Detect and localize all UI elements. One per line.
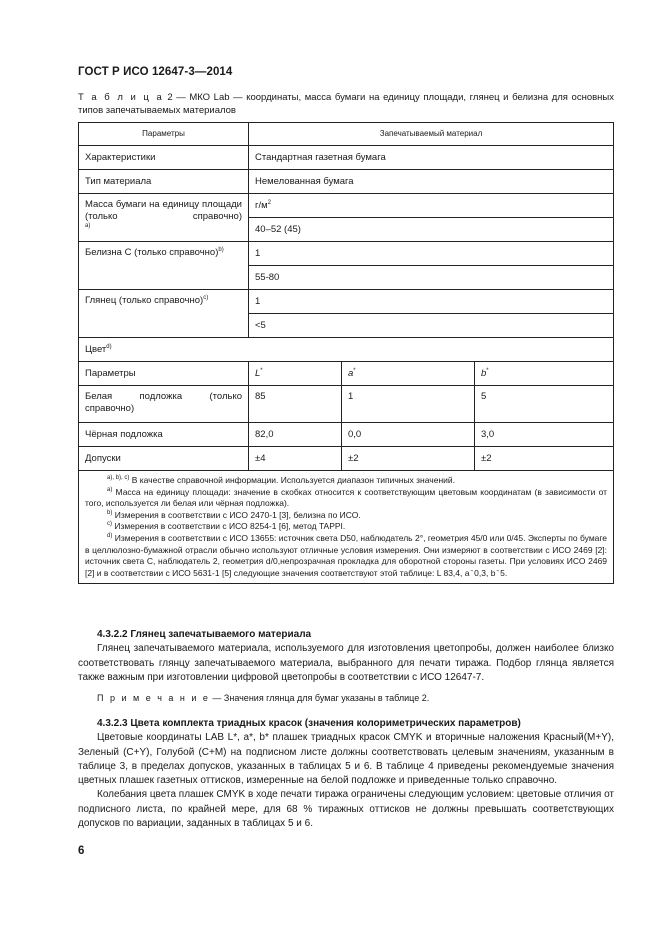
- white-substrate-text: Белая подложка (только справочно): [85, 391, 242, 414]
- row-type-value: Немелованная бумага: [249, 170, 614, 194]
- color-label-text: Цвет: [85, 343, 107, 355]
- section-heading: 4.3.2.2 Глянец запечатываемого материала: [97, 629, 312, 640]
- white-substrate-L: 85: [249, 386, 342, 423]
- row-gloss-label: [79, 290, 249, 338]
- gloss-sup: c): [203, 294, 209, 301]
- black-substrate-b: 3,0: [475, 423, 614, 447]
- black-substrate-a: 0,0: [342, 423, 475, 447]
- row-mass-label: [79, 194, 249, 242]
- section-note: [78, 691, 614, 705]
- table-2: [78, 122, 614, 584]
- footnote-b: [85, 510, 607, 522]
- table-caption: [78, 92, 614, 117]
- row-params-label: Параметры: [79, 362, 249, 386]
- row-gloss-unit: 1: [249, 290, 614, 314]
- footnote-d-sup: d): [107, 533, 113, 540]
- mass-sup: a): [85, 222, 91, 229]
- col-a-star: *: [353, 367, 356, 374]
- footnote-d: [85, 533, 607, 579]
- col-a-text: a: [348, 367, 354, 379]
- section-paragraph-1: Цветовые координаты LAB L*, a*, b* плашек триадных красок CMYK и вторичные наложения Красный(M+Y), Зеленый (C+Y), Голубой (C+M) на подписном листе должны соответствовать целевым значениям, указанным в таблице 3, в пределах допусков, указанных в таблицах 5 и 6. В таблице 4 приведены рекомендуемые значения цветных плашек газетных оттисков, измеренные на белой подложке и приведенные только справочно.: [78, 732, 614, 787]
- footnote-b-sup: b): [107, 509, 113, 516]
- note-text: — Значения глянца для бумаг указаны в таблице 2.: [209, 693, 430, 704]
- tolerance-a: ±2: [342, 447, 475, 471]
- color-sup: d): [106, 343, 112, 350]
- gloss-label-text: Глянец (только справочно): [85, 295, 204, 306]
- footnote-0: [85, 475, 607, 487]
- note-label: П р и м е ч а н и е: [97, 693, 210, 704]
- caption-label: Т а б л и ц а: [78, 92, 164, 103]
- section-4-3-2-3: [78, 717, 614, 831]
- document-header: ГОСТ Р ИСО 12647-3—2014: [78, 66, 233, 78]
- caption-text: 2 — МКО Lab — координаты, масса бумаги на единицу площади, глянец и белизна для основных типов запечатываемых материалов: [78, 92, 614, 116]
- tolerance-b: ±2: [475, 447, 614, 471]
- row-gloss-value: <5: [249, 314, 614, 338]
- row-white-unit: 1: [249, 242, 614, 266]
- footnote-c: [85, 521, 607, 533]
- row-mass-value: 40–52 (45): [249, 218, 614, 242]
- mass-label-text: Масса бумаги на единицу площади (только справочно): [85, 199, 242, 222]
- col-L-star: *: [260, 367, 263, 374]
- footnote-c-sup: c): [107, 521, 112, 528]
- footnote-a: [85, 487, 607, 510]
- row-type-label: Тип материала: [79, 170, 249, 194]
- row-white-label: [79, 242, 249, 290]
- page-number: 6: [78, 845, 85, 857]
- col-b-star: *: [486, 367, 489, 374]
- table-footnotes: [79, 471, 614, 584]
- footnote-c-text: Измерения в соответствии с ИСО 8254-1 [6], метод TAPPI.: [112, 521, 346, 532]
- white-substrate-a: 1: [342, 386, 475, 423]
- row-char-value: Стандартная газетная бумага: [249, 146, 614, 170]
- col-L-header: [249, 362, 342, 386]
- row-color-label: [79, 338, 614, 362]
- white-substrate-b: 5: [475, 386, 614, 423]
- section-paragraph-2: Колебания цвета плашек CMYK в ходе печати тиража ограничены следующим условием: цветовые отличия от подписного листа, по крайней мере, для 68 % тиражных оттисков не должны превышать соответствующих допусков по вариации, заданных в таблицах 5 и 6.: [78, 789, 614, 830]
- row-mass-unit: [249, 194, 614, 218]
- row-char-label: Характеристики: [79, 146, 249, 170]
- col-b-text: b: [481, 367, 487, 379]
- mass-unit-text: г/м: [255, 199, 268, 211]
- footnote-a-text: Масса на единицу площади: значение в скобках относится к соответствующим цветовым координатам (в зависимости от того, используется ли белая или чёрная подложка).: [85, 486, 608, 509]
- table-header-params: Параметры: [79, 123, 249, 146]
- footnote-0-sup: a), b), c): [107, 475, 130, 482]
- row-tolerance-label: Допуски: [79, 447, 249, 471]
- tolerance-L: ±4: [249, 447, 342, 471]
- footnote-a-sup: a): [107, 486, 113, 493]
- col-L-text: L: [255, 367, 261, 379]
- section-paragraph: Глянец запечатываемого материала, используемого для изготовления цветопробы, должен наиболее близко соответствовать глянцу запечатываемого материала, выбранного для печати тиража. Подбор глянца является также важным при изготовлении цифровой цветопробы в соответствии с ИСО 12647-7.: [78, 643, 614, 683]
- white-sup: b): [218, 246, 224, 253]
- mass-unit-sup: 2: [267, 199, 271, 206]
- row-black-substrate-label: Чёрная подложка: [79, 423, 249, 447]
- col-b-header: [475, 362, 614, 386]
- white-label-text: Белизна С (только справочно): [85, 247, 219, 258]
- footnote-b-text: Измерения в соответствии с ИСО 2470-1 [3], белизна по ИСО.: [112, 509, 361, 520]
- table-header-material: Запечатываемый материал: [249, 123, 614, 146]
- row-white-substrate-label: [79, 386, 249, 423]
- footnote-0-text: В качестве справочной информации. Используется диапазон типичных значений.: [129, 475, 455, 485]
- footnote-d-text: Измерения в соответствии с ИСО 13655: источник света D50, наблюдатель 2°, геометрия 45/0 или 0/45. Эксперты по бумаге в целлюлозно-бумажной отрасли обычно используют отличные условия измерения. Они измеряют в соответствии с ИСО 2469 [2]: источник света С, наблюдатель 2, геометрия d/0,непрозрачная прокладка для оборотной стороны газеты. При условиях ИСО 2469 [2] и в соответствии с ИСО 5631-1 [5] следующие значения соответствуют этой таблице: L 83,4, a ̄ 0,3, b ̄ 5.: [85, 532, 608, 578]
- section-4-3-2-2: [78, 628, 614, 705]
- col-a-header: [342, 362, 475, 386]
- section-heading: 4.3.2.3 Цвета комплекта триадных красок (значения колориметрических параметров): [97, 718, 521, 729]
- row-white-value: 55-80: [249, 266, 614, 290]
- black-substrate-L: 82,0: [249, 423, 342, 447]
